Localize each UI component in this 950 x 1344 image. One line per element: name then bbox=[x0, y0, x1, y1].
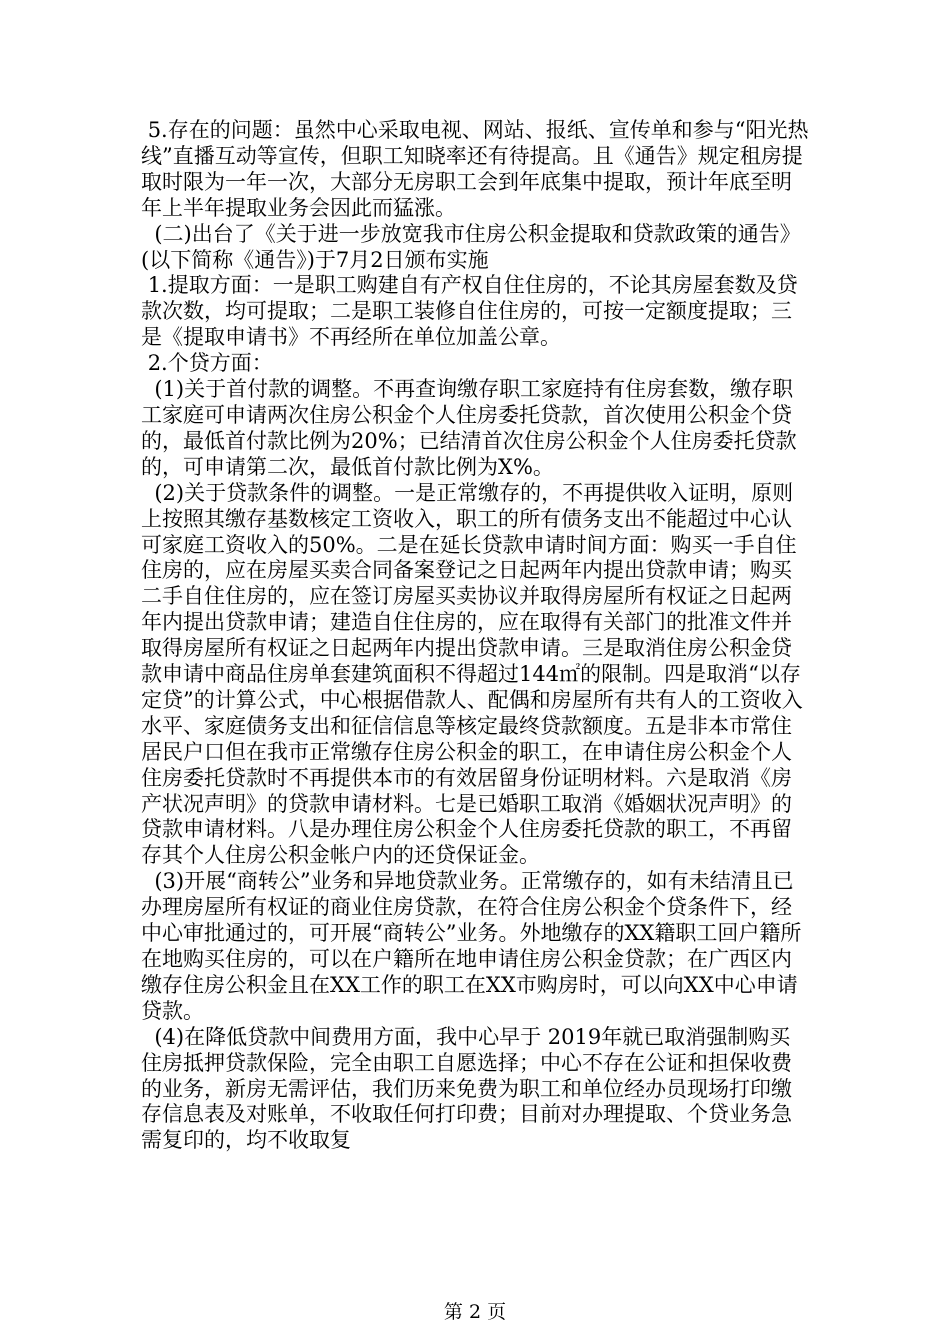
document-page bbox=[141, 118, 811, 1258]
paragraph-problems: 5.存在的问题：虽然中心采取电视、网站、报纸、宣传单和参与“阳光热线”直播互动等宣传，但职工知晓率还有待提高。且《通告》规定租房提取时限为一年一次，大部分无房职工会到年底集中提取，预计年底至明年上半年提取业务会因此而猛涨。 bbox=[141, 118, 809, 220]
paragraph-down-payment: (1)关于首付款的调整。不再查询缴存职工家庭持有住房套数，缴存职工家庭可申请两次住房公积金个人住房委托贷款，首次使用公积金个贷的，最低首付款比例为20%；已结清首次住房公积金个人住房委托贷款的，可申请第二次，最低首付款比例为X%。 bbox=[141, 377, 797, 479]
paragraph-withdrawal: 1.提取方面：一是职工购建自有产权自住住房的，不论其房屋套数及贷款次数，均可提取；二是职工装修自住住房的，可按一定额度提取；三是《提取申请书》不再经所在单位加盖公章。 bbox=[141, 273, 798, 350]
paragraph-fees: (4)在降低贷款中间费用方面，我中心早于 2019年就已取消强制购买住房抵押贷款保险，完全由职工自愿选择；中心不存在公证和担保收费的业务，新房无需评估，我们历来免费为职工和单位经办员现场打印缴存信息表及对账单，不收取任何打印费；目前对办理提取、个贷业务急需复印的，均不收取复 bbox=[141, 1024, 792, 1153]
page-number: 第 2 页 bbox=[443, 1301, 507, 1323]
paragraph-loan-heading: 2.个贷方面： bbox=[141, 351, 273, 376]
paragraph-commercial-transfer: (3)开展“商转公”业务和异地贷款业务。正常缴存的，如有未结清且已办理房屋所有权证的商业住房贷款，在符合住房公积金个贷条件下，经中心审批通过的，可开展“商转公”业务。外地缴存的XX籍职工回户籍所在地购买住房的，可以在户籍所在地申请住房公积金贷款；在广西区内缴存住房公积金且在XX工作的职工在XX市购房时，可以向XX中心申请贷款。 bbox=[141, 869, 802, 1023]
paragraph-loan-conditions: (2)关于贷款条件的调整。一是正常缴存的，不再提供收入证明，原则上按照其缴存基数核定工资收入，职工的所有债务支出不能超过中心认可家庭工资收入的50%。二是在延长贷款申请时间方面：购买一手自住住房的，应在房屋买卖合同备案登记之日起两年内提出贷款申请；购买二手自住住房的，应在签订房屋买卖协议并取得房屋所有权证之日起两年内提出贷款申请；建造自住住房的，应在取得有关部门的批准文件并取得房屋所有权证之日起两年内提出贷款申请。三是取消住房公积金贷款申请中商品住房单套建筑面积不得超过144㎡的限制。四是取消“以存定贷”的计算公式，中心根据借款人、配偶和房屋所有共有人的工资收入水平、家庭债务支出和征信信息等核定最终贷款额度。五是非本市常住居民户口但在我市正常缴存住房公积金的职工，在申请住房公积金个人住房委托贷款时不再提供本市的有效居留身份证明材料。六是取消《房产状况声明》的贷款申请材料。七是已婚职工取消《婚姻状况声明》的贷款申请材料。八是办理住房公积金个人住房委托贷款的职工，不再留存其个人住房公积金帐户内的还贷保证金。 bbox=[141, 480, 803, 868]
paragraph-notice-heading: (二)出台了《关于进一步放宽我市住房公积金提取和贷款政策的通告》(以下简称《通告》)于7月2日颁布实施 bbox=[141, 221, 801, 272]
